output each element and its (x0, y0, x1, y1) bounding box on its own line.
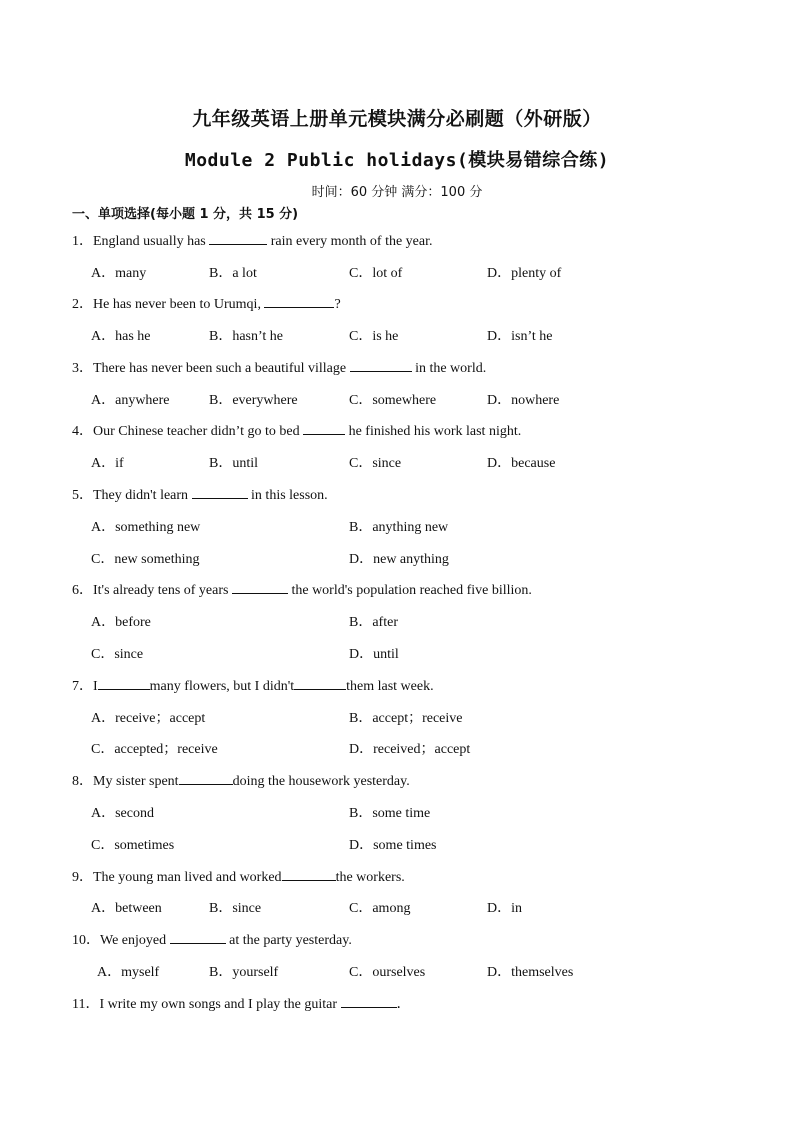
option-b: B．since (209, 901, 262, 916)
option-a: A．between (91, 901, 162, 916)
option-b: B．after (349, 615, 398, 630)
option-d: D．plenty of (487, 266, 562, 281)
question-4: 4．Our Chinese teacher didn’t go to bed he finished his work last night. (72, 424, 522, 439)
question-3: 3．There has never been such a beautiful village in the world. (72, 361, 487, 376)
answer-blank (192, 486, 248, 499)
answer-blank (264, 295, 334, 308)
option-a: A．before (91, 615, 151, 630)
question-1: 1．England usually has rain every month of the year. (72, 234, 433, 249)
option-d: D．new anything (349, 552, 449, 567)
answer-blank (350, 359, 412, 372)
option-a: A．has he (91, 329, 151, 344)
option-a: A．many (91, 266, 147, 281)
answer-blank (341, 995, 397, 1008)
option-a: A．receive；accept (91, 711, 206, 726)
answer-blank (209, 232, 267, 245)
option-b: B．some time (349, 806, 431, 821)
option-d: D．because (487, 456, 556, 471)
option-a: A．anywhere (91, 393, 170, 408)
exam-meta: 时间：60 分钟 满分：100 分 (311, 185, 483, 200)
option-c: C．accepted；receive (91, 742, 218, 757)
section-heading: 一、单项选择(每小题 1 分，共 15 分) (72, 207, 299, 222)
answer-blank (303, 422, 345, 435)
option-b: B．accept；receive (349, 711, 463, 726)
page-subtitle: Module 2 Public holidays(模块易错综合练) (184, 150, 610, 171)
question-5: 5．They didn't learn in this lesson. (72, 488, 328, 503)
option-d: D．received；accept (349, 742, 471, 757)
option-d: D．themselves (487, 965, 574, 980)
option-c: C．since (91, 647, 144, 662)
option-a: A．myself (97, 965, 160, 980)
option-a: A．second (91, 806, 154, 821)
option-a: A．if (91, 456, 124, 471)
answer-blank (98, 677, 150, 690)
option-c: C．somewhere (349, 393, 437, 408)
option-b: B．anything new (349, 520, 449, 535)
page-title: 九年级英语上册单元模块满分必刷题（外研版） (192, 108, 602, 130)
answer-blank (232, 581, 288, 594)
question-9: 9．The young man lived and worked the workers. (72, 870, 405, 885)
question-11: 11．I write my own songs and I play the guitar ． (72, 997, 411, 1012)
option-b: B．yourself (209, 965, 279, 980)
question-8: 8．My sister spent doing the housework yesterday. (72, 774, 410, 789)
answer-blank (282, 868, 336, 881)
option-c: C．ourselves (349, 965, 426, 980)
option-a: A．something new (91, 520, 201, 535)
option-c: C．is he (349, 329, 399, 344)
answer-blank (294, 677, 346, 690)
answer-blank (170, 931, 226, 944)
option-c: C．among (349, 901, 411, 916)
option-c: C．new something (91, 552, 200, 567)
option-d: D．nowhere (487, 393, 560, 408)
option-b: B．a lot (209, 266, 257, 281)
option-d: D．in (487, 901, 522, 916)
option-c: C．since (349, 456, 402, 471)
option-b: B．until (209, 456, 259, 471)
question-10: 10．We enjoyed at the party yesterday. (72, 933, 352, 948)
question-7: 7．I many flowers, but I didn't them last week. (72, 679, 434, 694)
option-b: B．everywhere (209, 393, 298, 408)
question-6: 6．It's already tens of years the world's population reached five billion. (72, 583, 532, 598)
answer-blank (179, 772, 233, 785)
option-d: D．some times (349, 838, 437, 853)
option-d: D．isn’t he (487, 329, 553, 344)
option-c: C．lot of (349, 266, 403, 281)
option-c: C．sometimes (91, 838, 175, 853)
option-d: D．until (349, 647, 399, 662)
option-b: B．hasn’t he (209, 329, 284, 344)
question-2: 2．He has never been to Urumqi, ? (72, 297, 341, 312)
